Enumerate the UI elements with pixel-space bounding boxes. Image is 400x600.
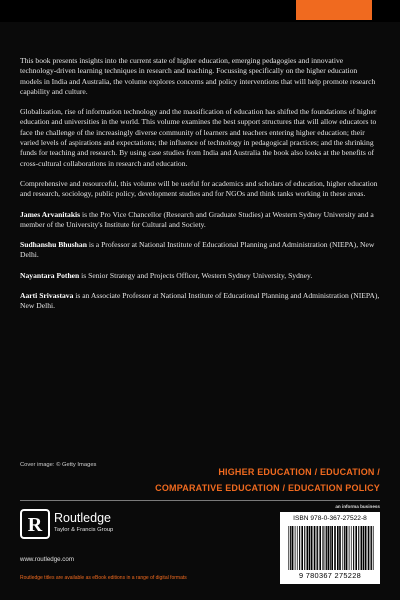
author-description: is a Professor at National Institute of Educational Planning and Administration (NIEPA), New Delhi. xyxy=(20,240,375,260)
barcode-bar xyxy=(334,526,336,570)
barcode-bar xyxy=(339,526,341,570)
barcode-bar xyxy=(294,526,295,570)
cover-image-credit: Cover image: © Getty Images xyxy=(20,462,97,468)
author-bio-1 xyxy=(20,210,380,231)
barcode-bar xyxy=(316,526,317,570)
barcode-digits: 9 780367 275228 xyxy=(298,571,362,580)
author-bio-2 xyxy=(20,240,380,261)
barcode-bar xyxy=(325,526,326,570)
barcode-bar xyxy=(330,526,331,570)
barcode-bar xyxy=(292,526,294,570)
barcode-bar xyxy=(346,526,348,570)
author-description: is an Associate Professor at National Institute of Educational Planning and Administration (NIEPA), New Delhi. xyxy=(20,291,380,311)
ebook-note: Routledge titles are available as eBook editions in a range of digital formats xyxy=(20,575,187,581)
barcode-bar xyxy=(288,526,289,570)
publisher-logo xyxy=(20,508,140,544)
barcode-bar xyxy=(371,526,372,570)
author-bio-3 xyxy=(20,271,380,281)
barcode-bar xyxy=(296,526,297,570)
barcode-bar xyxy=(353,526,354,570)
barcode-bar xyxy=(350,526,351,570)
barcode-bar xyxy=(322,526,323,570)
barcode-bar xyxy=(368,526,370,570)
informa-tagline: an informa business xyxy=(335,504,380,509)
description-paragraph-3: Comprehensive and resourceful, this volume will be useful for academics and scholars of education, higher education and research, sociology, public policy, development studies and for NGOs and think tanks working in these areas. xyxy=(20,178,378,199)
barcode-bar xyxy=(358,526,359,570)
subject-line-2: COMPARATIVE EDUCATION / EDUCATION POLICY xyxy=(155,483,380,493)
barcode-bar xyxy=(351,526,352,570)
barcode-bar xyxy=(342,526,343,570)
barcode-bar xyxy=(319,526,321,570)
logo-letter: R xyxy=(27,514,43,536)
barcode-bar xyxy=(344,526,345,570)
divider xyxy=(20,500,380,501)
description-paragraph-2: Globalisation, rise of information technology and the massification of education has shifted the foundations of higher education and universities in the world. This volume examines the best support structures that will allow educators to face the challenge of the increasingly diverse community of learners and teachers entering higher education; their varied levels of aspirations and expectations; the influence of technology in pedagogical practices; and the shrinking funds for teaching and research. By using case studies from India and Australia the book also looks at the benefits of cross-cultural collaborations in research and education. xyxy=(20,107,377,168)
barcode-bar xyxy=(331,526,333,570)
publisher-website: www.routledge.com xyxy=(20,556,74,563)
isbn-text: ISBN 978-0-367-27522-8 xyxy=(293,515,367,522)
barcode-box xyxy=(280,512,380,584)
barcode-bar xyxy=(328,526,330,570)
subject-line-1: HIGHER EDUCATION / EDUCATION / xyxy=(218,467,380,477)
barcode-bar xyxy=(337,526,339,570)
barcode-bar xyxy=(361,526,363,570)
description-paragraph-1: This book presents insights into the current state of higher education, emerging pedagogies and innovative technology-driven learning techniques in research and teaching. Focussing specifically on the higher education models in India and Australia, the volume explores concerns and policy interventions that will help promote research capability and culture. xyxy=(20,56,376,96)
author-description: is the Pro Vice Chancellor (Research and Graduate Studies) at Western Sydney University and a member of the University's Institute for Cultural and Society. xyxy=(20,209,374,229)
publisher-name: Routledge xyxy=(54,511,111,525)
barcode-bar xyxy=(299,526,300,570)
barcode-bar xyxy=(297,526,298,570)
barcode-bar xyxy=(304,526,305,570)
barcode-bar xyxy=(365,526,367,570)
author-name: Aarti Srivastava xyxy=(20,291,74,301)
barcode-bars xyxy=(288,526,374,570)
barcode-bar xyxy=(326,526,327,570)
author-name: Nayantara Pothen xyxy=(20,270,80,280)
barcode-bar xyxy=(317,526,318,570)
barcode-bar xyxy=(290,526,291,570)
publisher-group: Taylor & Francis Group xyxy=(54,527,114,533)
author-name: Sudhanshu Bhushan xyxy=(20,240,87,250)
barcode-bar xyxy=(348,526,349,570)
barcode-bar xyxy=(355,526,357,570)
barcode-bar xyxy=(370,526,371,570)
subject-categories xyxy=(136,464,380,496)
barcode-bar xyxy=(323,526,324,570)
barcode-bar xyxy=(309,526,311,570)
barcode-bar xyxy=(363,526,365,570)
barcode-bar xyxy=(307,526,309,570)
barcode-bar xyxy=(301,526,303,570)
blurb-text xyxy=(20,56,380,322)
barcode-bar xyxy=(311,526,313,570)
routledge-logo-icon xyxy=(20,509,50,539)
author-name: James Arvanitakis xyxy=(20,209,81,219)
author-bio-4 xyxy=(20,291,380,312)
barcode-bar xyxy=(373,526,374,570)
author-description: is Senior Strategy and Projects Officer, Western Sydney University, Sydney. xyxy=(79,270,313,280)
barcode-bar xyxy=(314,526,316,570)
accent-block xyxy=(296,0,372,20)
